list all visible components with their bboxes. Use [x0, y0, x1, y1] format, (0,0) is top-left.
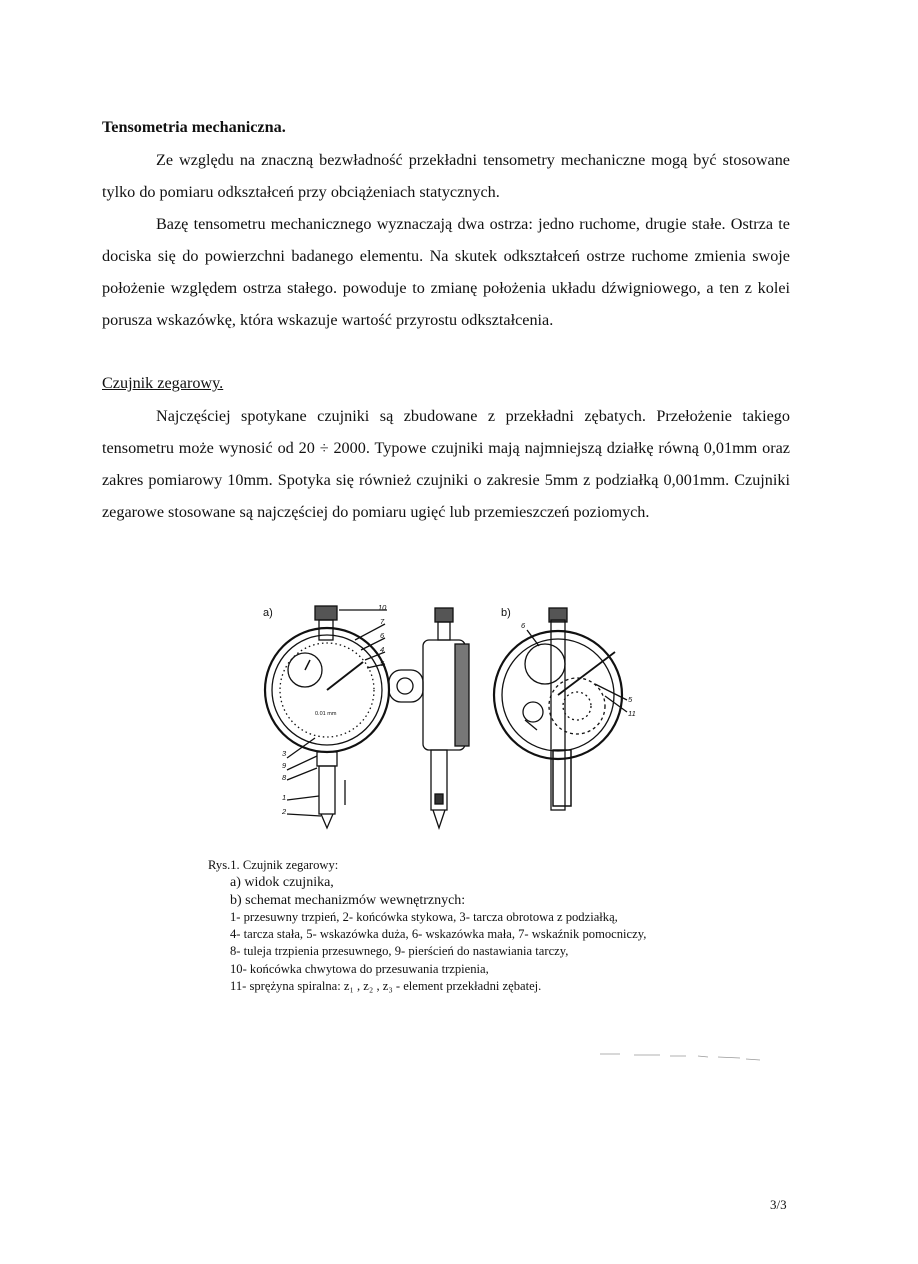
gauge-a-large-hand — [327, 662, 363, 690]
paragraph-2-text: Bazę tensometru mechanicznego wyznaczają dwa ostrza: jedno ruchome, drugie stałe. Ostrza te dociska się do powierzchni badanego elementu. Na skutek odkształceń ostrze ruchome zmienia swoje położenie względem ostrza stałego. powoduje to zmianę położenia układu dźwigniowego, a ten z kolei porusza wskazówkę, która wskazuje wartość przyrostu odkształcenia. — [102, 215, 790, 329]
part-label-2: 2 — [282, 807, 287, 816]
gauge-a-knob — [315, 606, 337, 620]
paragraph-2 — [102, 208, 790, 336]
figure-label-a: a) — [263, 607, 273, 619]
part-label-10: 10 — [378, 603, 387, 612]
figure-caption — [208, 857, 768, 995]
part-label-4: 4 — [380, 645, 385, 654]
gauge-side-tip — [433, 810, 445, 828]
gauge-b-hand — [558, 652, 615, 695]
caption-line-1: 1- przesuwny trzpień, 2- końcówka stykowa, 3- tarcza obrotowa z podziałką, — [230, 909, 618, 924]
gauge-side-knob — [435, 608, 453, 622]
subsection-heading: Czujnik zegarowy. — [102, 374, 224, 392]
dial-gauge-figure — [255, 600, 645, 840]
caption-line-4: 10- końcówka chwytowa do przesuwania trzpienia, — [230, 961, 489, 976]
part-label-1: 1 — [282, 793, 287, 802]
scan-artifact — [590, 1050, 770, 1066]
dial-gauge-drawing — [255, 600, 645, 840]
part-label-7: 7 — [380, 617, 385, 626]
gauge-a-contact-tip — [321, 814, 333, 828]
gear-z1 — [525, 644, 565, 684]
gauge-a-spindle — [319, 766, 335, 814]
caption-line-2: 4- tarcza stała, 5- wskazówka duża, 6- wskazówka mała, 7- wskaźnik pomocniczy, — [230, 927, 647, 942]
gauge-side-bezel — [455, 644, 469, 746]
page-number: 3/3 — [770, 1197, 787, 1212]
caption-item-a: a) widok czujnika, — [230, 875, 334, 891]
caption-title: Rys.1. Czujnik zegarowy: — [208, 858, 339, 872]
section-heading: Tensometria mechaniczna. — [102, 118, 286, 136]
part-label-9: 9 — [282, 761, 287, 770]
paragraph-1 — [102, 144, 790, 208]
caption-line-5: 11- sprężyna spiralna: z₁ , z₂ , z₃ - element przekładni zębatej. — [230, 979, 542, 994]
paragraph-3-text: Najczęściej spotykane czujniki są zbudowane z przekładni zębatych. Przełożenie takiego tensometru może wynosić od 20 ÷ 2000. Typowe czujniki mają najmniejszą działkę równą 0,01mm oraz zakres pomiarowy 10mm. Spotyka się również czujniki o zakresie 5mm z podziałką 0,001mm. Czujniki zegarowe stosowane są najczęściej do pomiaru ugięć lub przemieszczeń poziomych. — [102, 407, 790, 521]
gauge-side-lug-hole — [397, 678, 413, 694]
caption-line-3: 8- tuleja trzpienia przesuwnego, 9- pierścień do nastawiania tarczy, — [230, 944, 569, 959]
part-label-5: 5 — [380, 659, 385, 668]
part-label-6: 6 — [380, 631, 385, 640]
part-label-8: 8 — [282, 773, 287, 782]
caption-item-b: b) schemat mechanizmów wewnętrznych: — [230, 892, 466, 908]
figure-label-b: b) — [501, 607, 511, 619]
part-label-3: 3 — [282, 749, 287, 758]
gauge-a-sleeve — [317, 752, 337, 766]
gear-z3 — [549, 678, 605, 734]
paragraph-3 — [102, 400, 790, 528]
part-label-b-11: 11 — [628, 709, 636, 718]
spiral-spring — [523, 702, 543, 722]
gauge-a-stem-top — [319, 620, 333, 640]
part-label-b-5: 5 — [628, 695, 633, 704]
paragraph-1-text: Ze względu na znaczną bezwładność przekładni tensometry mechaniczne mogą być stosowane tylko do pomiaru odkształceń przy obciążeniach statycznych. — [102, 151, 790, 201]
part-label-b-6: 6 — [521, 621, 526, 630]
gauge-side-stem — [438, 622, 450, 640]
gauge-a-small-hand — [305, 660, 310, 670]
gauge-a-dial-label: 0.01 mm — [315, 711, 337, 717]
gauge-side-lug — [389, 670, 423, 702]
